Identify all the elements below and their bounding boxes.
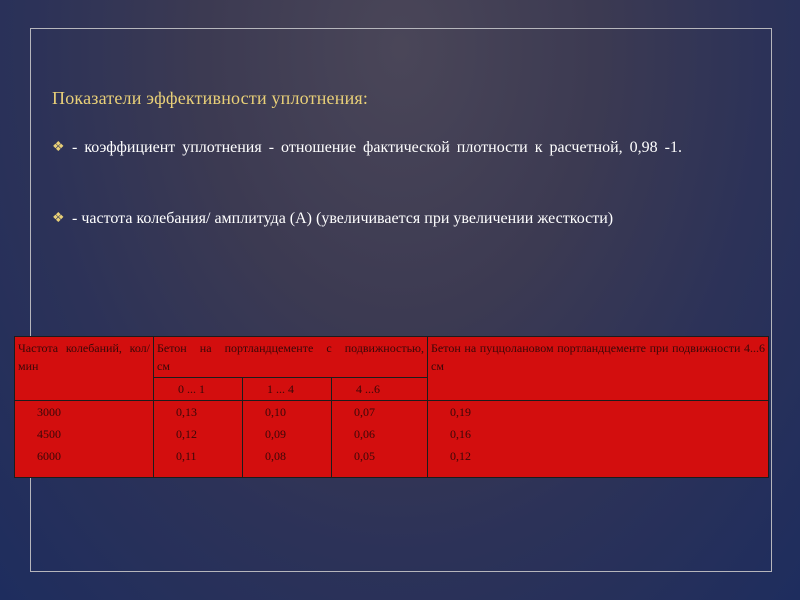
table-cell: 0,13 [154, 401, 243, 424]
table-cell: 0,08 [243, 445, 332, 478]
table-cell: 0,07 [332, 401, 428, 424]
bullet-compaction-coefficient [52, 136, 750, 160]
table-cell: 0,12 [154, 423, 243, 445]
bullet-text: - частота колебания/ амплитуда (А) (увеличивается при увеличении жесткости) [72, 210, 614, 227]
slide-title: Показатели эффективности уплотнения: [52, 88, 369, 108]
header-frequency: Частота колебаний, кол/мин [15, 337, 154, 401]
table-row [15, 423, 769, 445]
subheader-mobility: 1 ... 4 [243, 378, 332, 401]
table-cell: 3000 [15, 401, 154, 424]
header-portland-cement: Бетон на портландцементе с подвижностью, см [154, 337, 428, 378]
table-cell: 0,06 [332, 423, 428, 445]
table-cell: 0,11 [154, 445, 243, 478]
table-cell: 0,05 [332, 445, 428, 478]
diamond-bullet-icon: ❖ [52, 140, 65, 155]
table-row [15, 401, 769, 424]
header-pozzolan-cement: Бетон на пуццолановом портландцементе при подвижности 4...6 см [428, 337, 769, 401]
compaction-table [14, 336, 769, 478]
table-cell: 6000 [15, 445, 154, 478]
diamond-bullet-icon: ❖ [52, 211, 65, 226]
table-cell: 0,12 [428, 445, 769, 478]
table-cell: 0,10 [243, 401, 332, 424]
slide-frame [30, 28, 772, 572]
table-cell: 0,19 [428, 401, 769, 424]
table-row [15, 445, 769, 478]
table-cell: 4500 [15, 423, 154, 445]
table-header-row [15, 337, 769, 378]
subheader-mobility: 4 ...6 [332, 378, 428, 401]
bullet-frequency-amplitude [52, 207, 750, 231]
subheader-mobility: 0 ... 1 [154, 378, 243, 401]
table-cell: 0,16 [428, 423, 769, 445]
table-cell: 0,09 [243, 423, 332, 445]
bullet-text: - коэффициент уплотнения - отношение фактической плотности к расчетной, 0,98 -1. [72, 139, 682, 156]
